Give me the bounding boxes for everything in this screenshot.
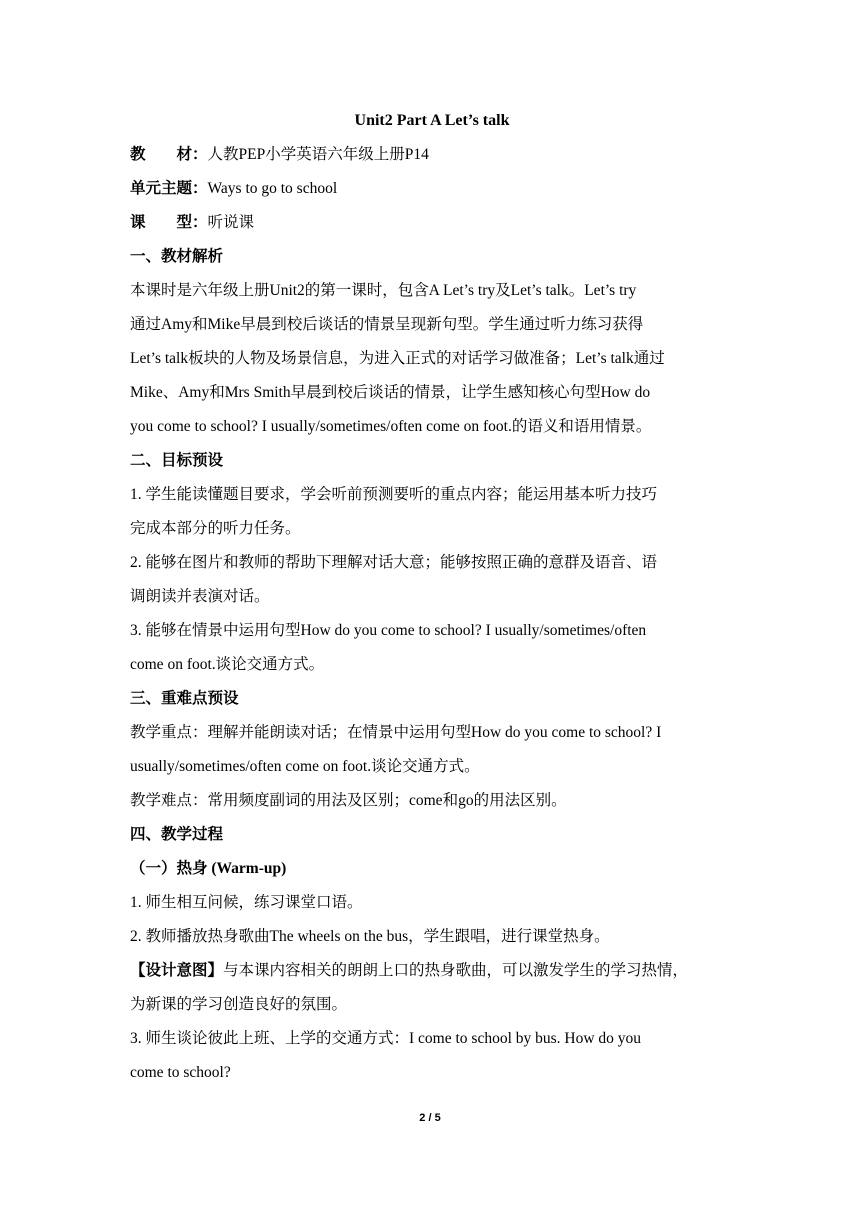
- design-intent-text: 与本课内容相关的朗朗上口的热身歌曲，可以激发学生的学习热情，: [223, 962, 689, 979]
- page-title: Unit2 Part A Let’s talk: [354, 112, 510, 129]
- page-number: 2 / 5: [419, 1112, 441, 1124]
- section-1-heading: 一、教材解析: [130, 248, 224, 265]
- meta-textbook: [130, 138, 734, 172]
- section-3-line: usually/sometimes/often come on foot.谈论交通方式。: [130, 758, 480, 775]
- section-1-line: 通过Amy和Mike早晨到校后谈话的情景呈现新句型。学生通过听力练习获得: [130, 316, 644, 333]
- section-2-line: come on foot.谈论交通方式。: [130, 656, 325, 673]
- section-4-line: 1. 师生相互问候，练习课堂口语。: [130, 894, 363, 911]
- section-2-line: 2. 能够在图片和教师的帮助下理解对话大意；能够按照正确的意群及语音、语: [130, 554, 658, 571]
- section-4-line: 2. 教师播放热身歌曲The wheels on the bus，学生跟唱，进行课堂热身。: [130, 928, 610, 945]
- section-3-heading: 三、重难点预设: [130, 690, 239, 707]
- section-2-heading: 二、目标预设: [130, 452, 224, 469]
- design-intent-line-2: 为新课的学习创造良好的氛围。: [130, 996, 348, 1013]
- section-2-line: 3. 能够在情景中运用句型How do you come to school? I usually/sometimes/often: [130, 622, 647, 639]
- design-intent-label: 【设计意图】: [130, 962, 224, 979]
- meta-theme-value: Ways to go to school: [207, 180, 338, 197]
- section-2-line: 完成本部分的听力任务。: [130, 520, 301, 537]
- design-intent: [130, 954, 734, 988]
- section-4-heading: 四、教学过程: [130, 826, 224, 843]
- meta-type-value: 听说课: [207, 214, 255, 231]
- meta-textbook-value: 人教PEP小学英语六年级上册P14: [207, 146, 429, 163]
- meta-type: [130, 206, 734, 240]
- meta-type-label-2: 型：: [176, 214, 208, 231]
- section-4-subheading: （一）热身 (Warm-up): [130, 860, 287, 877]
- section-2-line: 1. 学生能读懂题目要求，学会听前预测要听的重点内容；能运用基本听力技巧: [130, 486, 658, 503]
- section-4-line: 3. 师生谈论彼此上班、上学的交通方式：I come to school by bus. How do you: [130, 1030, 642, 1047]
- section-1-line: 本课时是六年级上册Unit2的第一课时，包含A Let’s try及Let’s talk。Let’s try: [130, 282, 637, 299]
- section-1-line: you come to school? I usually/sometimes/often come on foot.的语义和语用情景。: [130, 418, 652, 435]
- page-content: [130, 104, 734, 1090]
- meta-type-label-1: 课: [130, 214, 146, 231]
- section-3-line: 教学重点：理解并能朗读对话；在情景中运用句型How do you come to school? I: [130, 724, 662, 741]
- section-2-line: 调朗读并表演对话。: [130, 588, 270, 605]
- section-3-line: 教学难点：常用频度副词的用法及区别；come和go的用法区别。: [130, 792, 567, 809]
- section-1-line: Mike、Amy和Mrs Smith早晨到校后谈话的情景，让学生感知核心句型How do: [130, 384, 651, 401]
- section-4-line: come to school?: [130, 1064, 231, 1081]
- meta-theme: [130, 172, 734, 206]
- meta-theme-label: 单元主题：: [130, 180, 208, 197]
- meta-textbook-label-1: 教: [130, 146, 146, 163]
- meta-textbook-label-2: 材：: [176, 146, 208, 163]
- section-1-line: Let’s talk板块的人物及场景信息，为进入正式的对话学习做准备；Let’s talk通过: [130, 350, 665, 367]
